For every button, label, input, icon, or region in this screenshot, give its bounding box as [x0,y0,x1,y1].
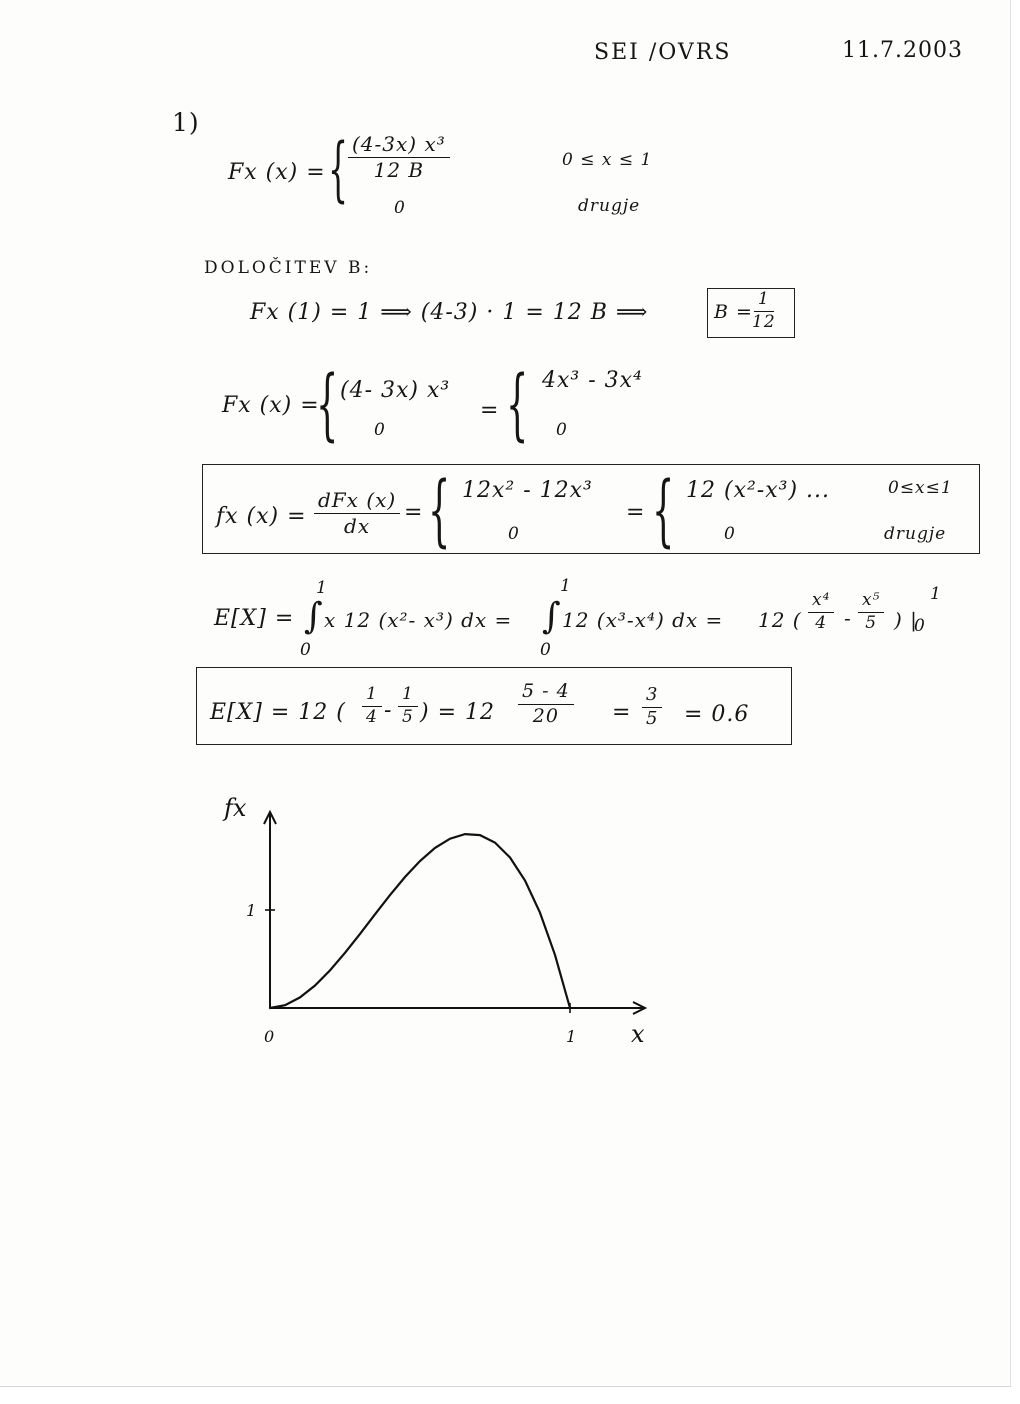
pdf-curve [270,834,570,1008]
ex-frac2-num: x⁵ [858,592,884,613]
b-result-lhs: B = [714,301,753,323]
ex-integral2: 12 (x³-x⁴) dx = [562,608,724,632]
eb-b-num: 1 [398,686,418,707]
ex-frac1-num: x⁴ [808,592,834,613]
ex-result-suffix: ) | [894,608,918,632]
problem-number: 1) [172,108,200,137]
ex-upper-2: 1 [560,576,572,596]
integral-sign-1: ∫ [304,596,324,637]
cdf-denominator: 12 B [373,158,425,182]
b-result-box [707,288,795,338]
ex-minus: - [844,606,852,630]
pdf-eq1: = [404,500,424,525]
x-axis-label: x [631,1020,645,1048]
x-tick-label-1: 1 [566,1027,577,1046]
pdf-eq2: = [626,500,646,525]
ex-frac1-den: 4 [815,612,828,633]
ex-lower-2: 0 [540,640,552,660]
eb-lhs: E[X] = 12 ( [210,700,346,725]
eb-c-num: 5 - 4 [518,682,574,705]
ex-lhs: E[X] = [214,606,295,631]
eb-d-den: 5 [646,707,659,729]
eb-result: = 0.6 [684,702,750,727]
pdf-lhs: fx (x) = [216,504,307,529]
y-tick-label-1: 1 [246,901,257,920]
pdf-cond2: drugje [884,524,947,544]
cdf2-brace: { [316,360,339,450]
chart-labels [222,794,645,1048]
ex-upper-1: 1 [316,578,328,598]
eb-d-num: 3 [642,686,662,708]
cdf-else: drugje [578,196,641,216]
eb-frac-b [398,686,418,727]
eb-a-num: 1 [362,686,382,707]
eb-frac-c [518,682,574,727]
cdf2-case1b: 4x³ - 3x⁴ [542,368,643,393]
cdf2-case1: (4- 3x) x³ [340,378,451,403]
eb-frac-a [362,686,382,727]
pdf-brace-b: { [652,466,675,556]
pdf-num: dFx (x) [314,490,400,514]
course-code: SEI /OVRS [594,40,732,65]
determine-b-heading: DOLOČITEV B: [204,258,373,278]
pdf-cond1: 0≤x≤1 [888,478,953,498]
cdf-range: 0 ≤ x ≤ 1 [562,150,653,170]
pdf-sketch-chart [210,776,730,1066]
b-result-den: 12 [752,311,776,332]
cdf2-case2b: 0 [556,420,568,440]
date: 11.7.2003 [842,38,963,63]
cdf2-eq: = [480,398,500,423]
pdf-case1b: 12 (x²-x³) ... [686,478,831,503]
ex-integral1: x 12 (x²- x³) dx = [324,608,513,632]
cdf-zero: 0 [394,198,406,218]
ex-result-prefix: 12 ( [758,608,802,632]
ex-frac1 [808,592,834,633]
cdf-lhs: Fx (x) = [228,160,326,185]
ex-frac2-den: 5 [865,612,878,633]
ex-lower-1: 0 [300,640,312,660]
ex-frac2 [858,592,884,633]
eb-b-den: 5 [402,706,414,727]
ex-eval-upper: 1 [930,584,942,604]
eb-a-den: 4 [366,706,378,727]
cdf2-lhs: Fx (x) = [222,393,320,418]
pdf-case2: 0 [508,524,520,544]
chart-axes [264,812,645,1014]
cdf-fraction [348,134,450,181]
eb-frac-d [642,686,662,729]
x-tick-label-0: 0 [264,1027,275,1046]
ex-eval-lower: 0 [914,616,926,636]
pdf-case2b: 0 [724,524,736,544]
y-axis-label: fx [224,794,247,822]
cdf2-brace-b: { [506,360,529,450]
cdf-brace: { [328,128,349,210]
pdf-case1: 12x² - 12x³ [462,478,593,503]
integral-sign-2: ∫ [542,596,562,637]
cdf-numerator: (4-3x) x³ [348,134,450,158]
cdf2-case2: 0 [374,420,386,440]
eb-minus: - [384,698,393,723]
eb-mid: ) = 12 [420,700,495,725]
pdf-brace: { [428,466,451,556]
eb-eq: = [612,700,632,725]
b-result-num: 1 [754,291,774,312]
pdf-fraction [314,490,400,537]
determine-b-equation: Fx (1) = 1 ⟹ (4-3) · 1 = 12 B ⟹ [250,300,649,325]
b-result-fraction [752,291,776,332]
eb-c-den: 20 [532,704,559,727]
pdf-den: dx [344,514,371,538]
